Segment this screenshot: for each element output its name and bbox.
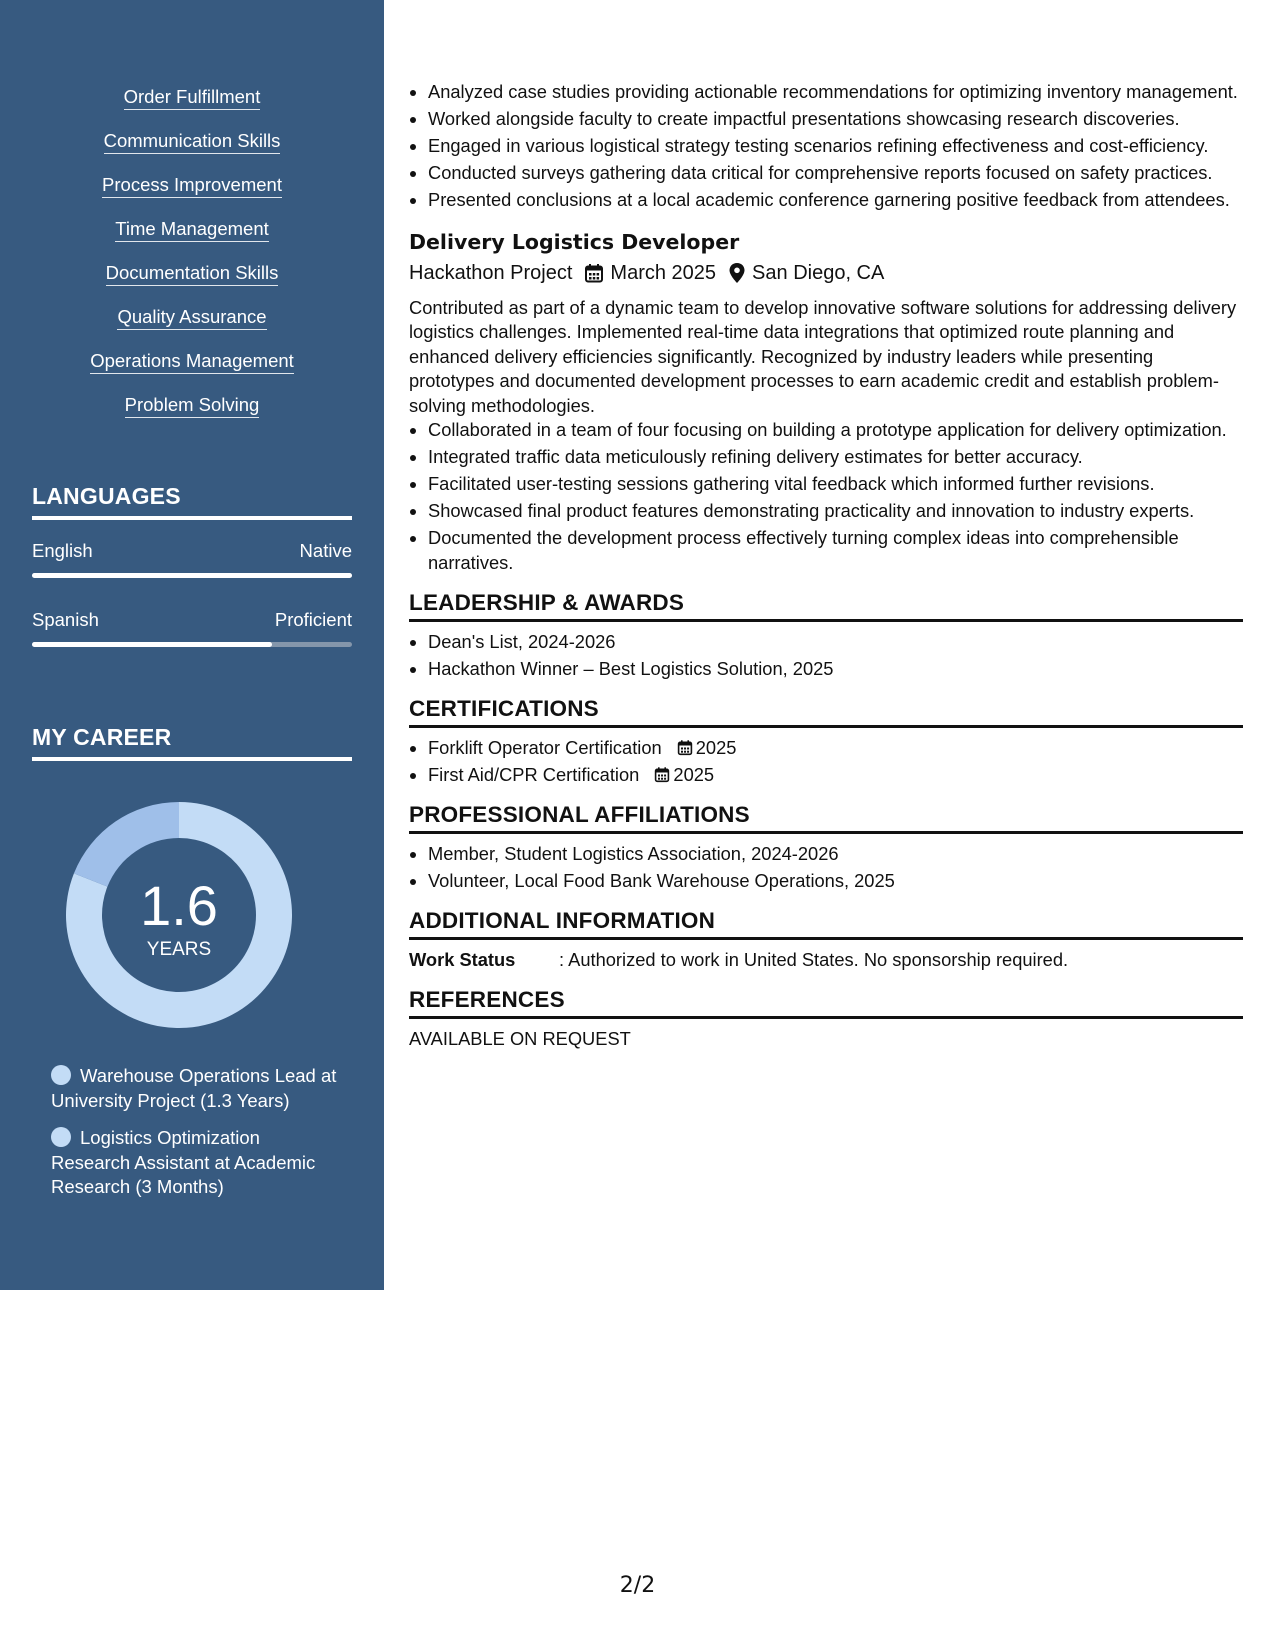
skill-item: Problem Solving bbox=[125, 394, 260, 418]
certifications-heading: CERTIFICATIONS bbox=[409, 697, 1243, 728]
career-item bbox=[51, 1064, 341, 1113]
job-date: March 2025 bbox=[610, 261, 717, 284]
references-heading: REFERENCES bbox=[409, 988, 1243, 1019]
list-item: • Facilitated user-testing sessions gathering vital feedback which informed further revisions. bbox=[428, 472, 1243, 497]
references-text: AVAILABLE ON REQUEST bbox=[409, 1027, 631, 1049]
career-heading: MY CAREER bbox=[32, 724, 352, 761]
certification-year: 2025 bbox=[695, 736, 737, 758]
language-level: Native bbox=[299, 540, 352, 561]
language-bar bbox=[32, 573, 352, 578]
career-total-value: 1.6 bbox=[140, 874, 218, 937]
list-item: • Showcased final product features demonstrating practicality and innovation to industry experts. bbox=[428, 499, 1243, 524]
skill-item: Time Management bbox=[115, 218, 269, 242]
list-item bbox=[428, 763, 1243, 788]
language-level: Proficient bbox=[274, 609, 352, 630]
certification-year: 2025 bbox=[673, 763, 715, 785]
calendar-icon bbox=[654, 766, 670, 783]
job-bullets bbox=[409, 418, 1243, 575]
language-bar-fill bbox=[32, 642, 272, 647]
list-item: • Dean's List, 2024-2026 bbox=[428, 630, 1243, 655]
list-item: • Conducted surveys gathering data critical for comprehensive reports focused on safety practices. bbox=[428, 161, 1243, 186]
job-organization: Hackathon Project bbox=[409, 261, 573, 284]
additional-info-heading: ADDITIONAL INFORMATION bbox=[409, 909, 1243, 940]
career-donut-chart bbox=[66, 802, 292, 1028]
list-item: • Engaged in various logistical strategy testing scenarios refining effectiveness and cost-efficiency. bbox=[428, 134, 1243, 159]
languages-heading: LANGUAGES bbox=[32, 483, 352, 520]
job-description: Contributed as part of a dynamic team to develop innovative software solutions for addressing delivery logistics challenges. Implemented real-time data integrations that optimized route planning and enhanced delivery efficiencies significantly. Recognized by industry leaders while presenting prototypes and documented development processes to earn academic credit and establish problem-solving methodologies. bbox=[409, 296, 1237, 416]
language-english bbox=[32, 540, 352, 578]
main-content bbox=[409, 80, 1243, 1051]
work-status-label: Work Status bbox=[409, 948, 516, 970]
leadership-list bbox=[409, 630, 1243, 682]
list-item: • Worked alongside faculty to create impactful presentations showcasing research discoveries. bbox=[428, 107, 1243, 132]
legend-dot-icon bbox=[51, 1127, 71, 1147]
page-number: 2/2 bbox=[619, 1573, 656, 1598]
language-bar-fill bbox=[32, 573, 352, 578]
list-item: • Analyzed case studies providing actionable recommendations for optimizing inventory management. bbox=[428, 80, 1243, 105]
list-item: • Hackathon Winner – Best Logistics Solution, 2025 bbox=[428, 657, 1243, 682]
certifications-list bbox=[409, 736, 1243, 788]
list-item: • Integrated traffic data meticulously refining delivery estimates for better accuracy. bbox=[428, 445, 1243, 470]
calendar-icon bbox=[677, 739, 693, 756]
list-item: • Presented conclusions at a local academic conference garnering positive feedback from attendees. bbox=[428, 188, 1243, 213]
career-item-text: Warehouse Operations Lead at University Project (1.3 Years) bbox=[51, 1065, 337, 1111]
affiliations-list bbox=[409, 842, 1243, 894]
skill-item: Communication Skills bbox=[104, 130, 281, 154]
legend-dot-icon bbox=[51, 1065, 71, 1085]
list-item bbox=[428, 736, 1243, 761]
list-item: • Collaborated in a team of four focusing on building a prototype application for delivery optimization. bbox=[428, 418, 1243, 443]
career-item-text: Logistics Optimization Research Assistant at Academic Research (3 Months) bbox=[51, 1127, 316, 1197]
list-item: • Documented the development process effectively turning complex ideas into comprehensible narratives. bbox=[428, 526, 1243, 575]
job-meta bbox=[409, 258, 1243, 288]
calendar-icon bbox=[584, 263, 604, 283]
career-item bbox=[51, 1126, 341, 1200]
list-item: • Volunteer, Local Food Bank Warehouse Operations, 2025 bbox=[428, 869, 1243, 894]
skill-item: Quality Assurance bbox=[117, 306, 266, 330]
job-title: Delivery Logistics Developer bbox=[409, 229, 740, 254]
leadership-heading: LEADERSHIP & AWARDS bbox=[409, 591, 1243, 622]
language-name: Spanish bbox=[32, 609, 99, 630]
skill-item: Operations Management bbox=[90, 350, 294, 374]
language-bar bbox=[32, 642, 352, 647]
sidebar bbox=[0, 0, 384, 1290]
work-status-value: : Authorized to work in United States. No sponsorship required. bbox=[559, 948, 1069, 970]
list-item: • Member, Student Logistics Association, 2024-2026 bbox=[428, 842, 1243, 867]
language-spanish bbox=[32, 609, 352, 647]
skill-item: Order Fulfillment bbox=[124, 86, 261, 110]
experience-bullets bbox=[409, 80, 1243, 213]
skill-item: Process Improvement bbox=[102, 174, 282, 198]
certification-name: Forklift Operator Certification bbox=[428, 736, 662, 758]
language-name: English bbox=[32, 540, 93, 561]
work-status-row bbox=[409, 948, 1243, 973]
skills-list bbox=[0, 86, 384, 438]
career-total-unit: YEARS bbox=[146, 939, 212, 960]
affiliations-heading: PROFESSIONAL AFFILIATIONS bbox=[409, 803, 1243, 834]
location-pin-icon bbox=[728, 262, 746, 284]
skill-item: Documentation Skills bbox=[106, 262, 279, 286]
job-location: San Diego, CA bbox=[752, 261, 885, 284]
certification-name: First Aid/CPR Certification bbox=[428, 763, 640, 785]
